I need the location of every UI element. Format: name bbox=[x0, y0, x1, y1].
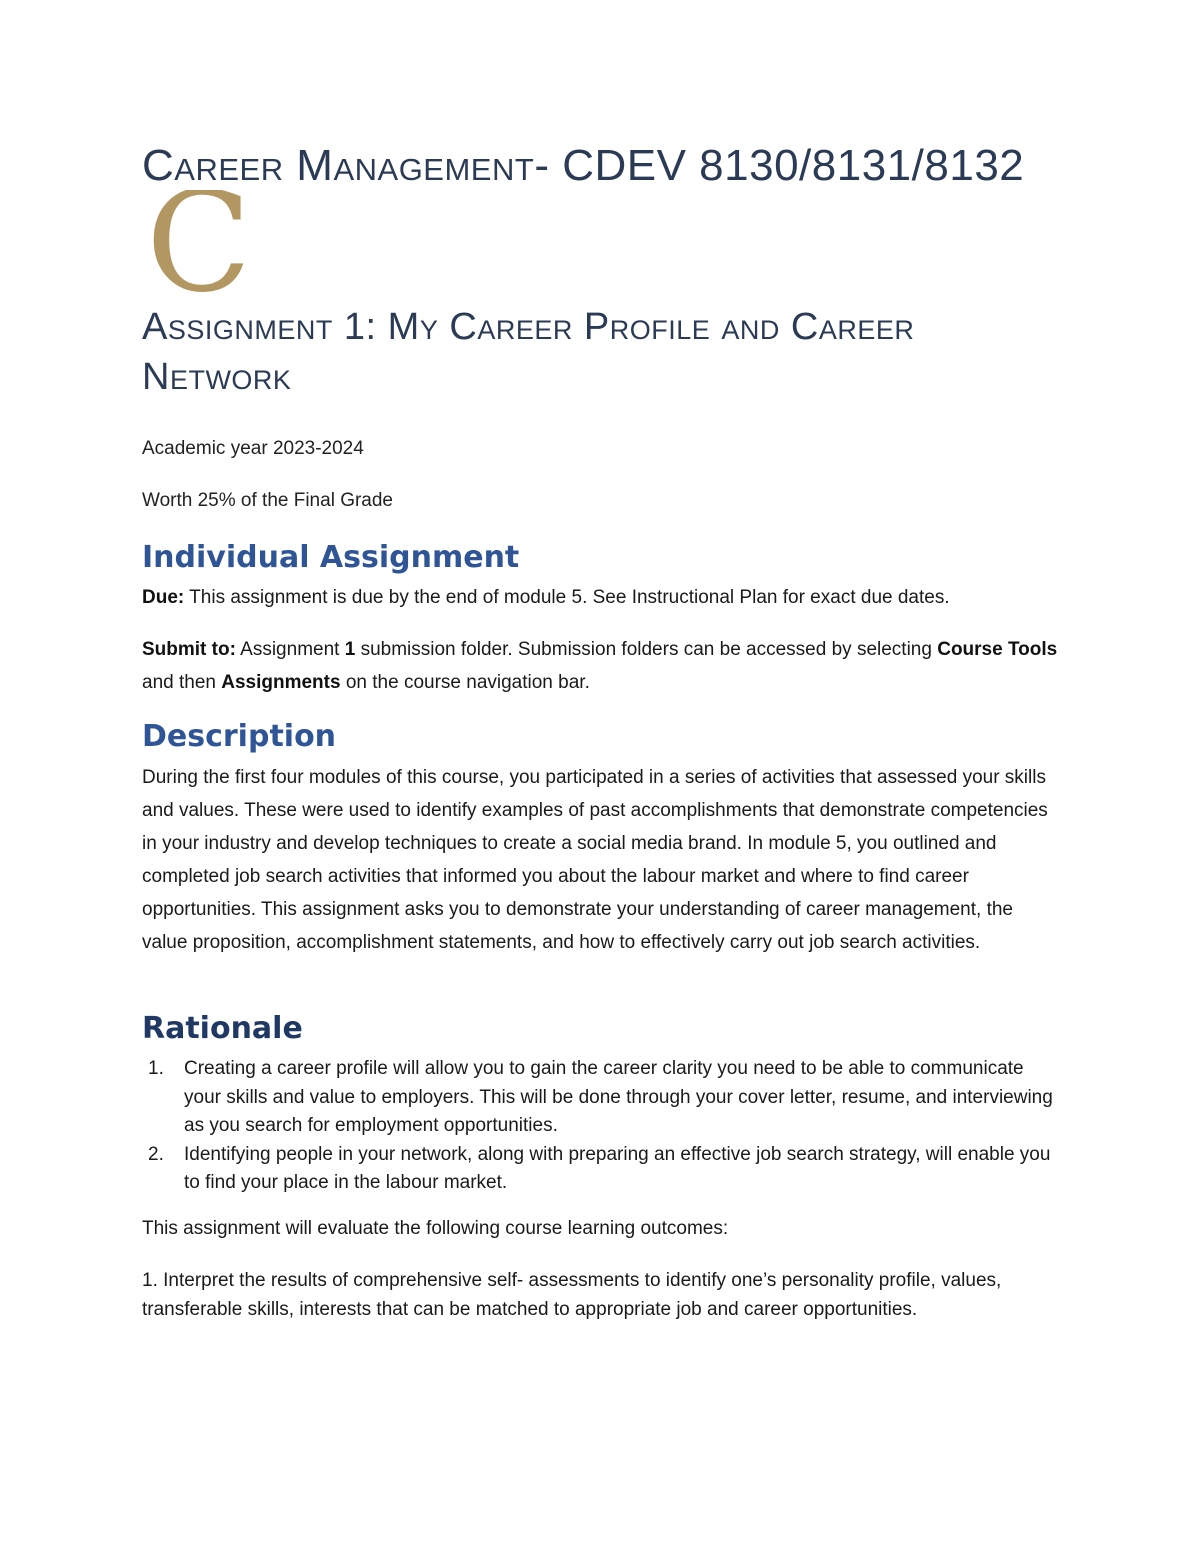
due-text: This assignment is due by the end of module 5. See Instructional Plan for exact due dates. bbox=[184, 587, 950, 608]
list-item bbox=[142, 1141, 1062, 1198]
submit-text: on the course navigation bar. bbox=[340, 672, 590, 693]
description-body: During the first four modules of this course, you participated in a series of activities that assessed your skills and values. These were used to identify examples of past accomplishments that demonstrate competencies in your industry and develop techniques to create a social media brand. In module 5, you outlined and completed job search activities that informed you about the labour market and where to find career opportunities. This assignment asks you to demonstrate your understanding of career management, the value proposition, accomplishment statements, and how to effectively carry out job search activities. bbox=[142, 767, 1048, 953]
due-paragraph bbox=[142, 581, 1062, 614]
submit-label: Submit to: bbox=[142, 639, 236, 660]
college-logo-icon bbox=[146, 190, 250, 302]
submit-text: submission folder. Submission folders can be accessed by selecting bbox=[355, 639, 938, 660]
list-number: 2. bbox=[148, 1143, 164, 1165]
course-tools-term: Course Tools bbox=[937, 639, 1058, 660]
course-name: Career Management bbox=[142, 141, 535, 190]
grade-worth: Worth 25% of the Final Grade bbox=[142, 490, 393, 511]
list-text: Identifying people in your network, along with preparing an effective job search strategy, will enable you to find your place in the labour market. bbox=[184, 1143, 1051, 1193]
individual-assignment-heading: Individual Assignment bbox=[142, 540, 520, 575]
submit-paragraph bbox=[142, 633, 1062, 699]
submit-assignment-number: 1 bbox=[344, 639, 356, 660]
learning-outcome-1: 1. Interpret the results of comprehensive self- assessments to identify one’s personality profile, values, transferable skills, interests that can be matched to appropriate job and career opportunities. bbox=[142, 1270, 1002, 1320]
rationale-heading: Rationale bbox=[142, 1011, 303, 1046]
assignments-term: Assignments bbox=[221, 672, 341, 693]
course-title bbox=[142, 140, 1024, 192]
outcomes-intro: This assignment will evaluate the following course learning outcomes: bbox=[142, 1218, 729, 1239]
submit-text: Assignment bbox=[235, 639, 345, 660]
submit-text: and then bbox=[142, 672, 222, 693]
due-label: Due: bbox=[142, 587, 185, 608]
rationale-list bbox=[142, 1055, 1062, 1198]
logo-letter: C bbox=[146, 190, 250, 302]
list-item bbox=[142, 1055, 1062, 1141]
assignment-title: Assignment 1: My Career Profile and Career Network bbox=[142, 306, 915, 398]
course-code: - CDEV 8130/8131/8132 bbox=[534, 141, 1025, 190]
list-number: 1. bbox=[148, 1058, 164, 1079]
description-heading: Description bbox=[142, 719, 337, 754]
academic-year: Academic year 2023-2024 bbox=[142, 438, 364, 459]
list-text: Creating a career profile will allow you to gain the career clarity you need to be able to communicate your skills and value to employers. This will be done through your cover letter, resume, and interviewing as you search for employment opportunities. bbox=[184, 1058, 1053, 1136]
